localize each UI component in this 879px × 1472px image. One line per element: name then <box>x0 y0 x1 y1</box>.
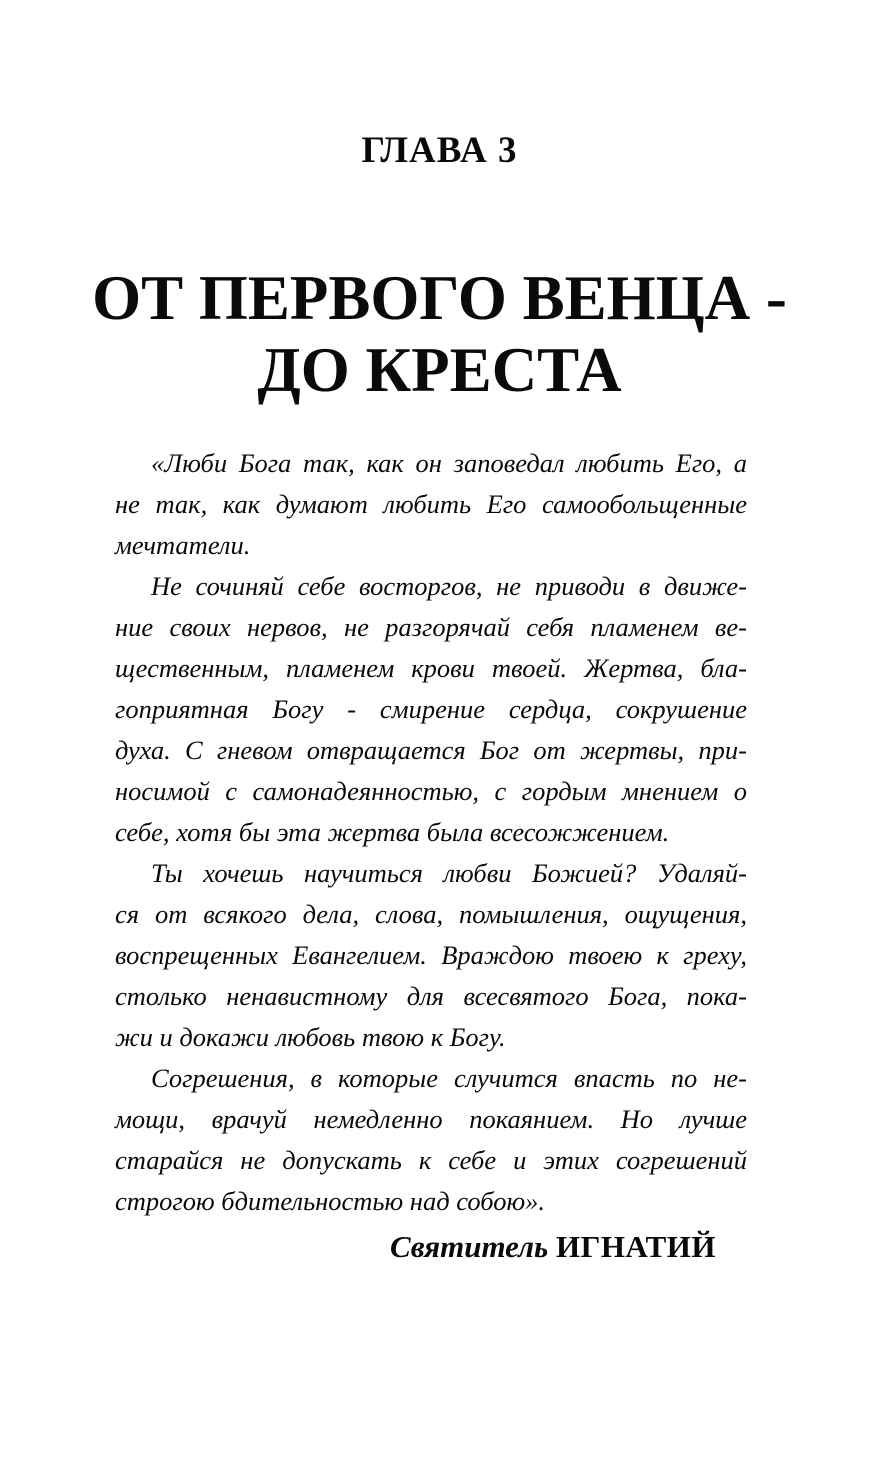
chapter-title <box>0 262 879 406</box>
quote-line: столько ненавистному для всесвятого Бога, пока- <box>115 981 747 1011</box>
quote-line: духа. С гневом отвращается Бог от жертвы, при- <box>115 735 747 765</box>
chapter-title-line-2: ДО КРЕСТА <box>257 335 622 405</box>
quote-line: ся от всякого дела, слова, помышления, ощущения, <box>115 899 747 929</box>
quote-line: Не сочиняй себе восторгов, не приводи в движе- <box>151 571 747 601</box>
attribution-title: Святитель <box>390 1229 549 1264</box>
quote-line: воспрещенных Евангелием. Враждою твоею к греху, <box>115 940 747 970</box>
quote-line: жи и докажи любовь твою к Богу. <box>115 1022 506 1052</box>
quote-line: строгою бдительностью над собою». <box>115 1186 546 1216</box>
quote-line: не так, как думают любить Его самообольщенные <box>115 489 747 519</box>
quote-line: ние своих нервов, не разгорячай себя пламенем ве- <box>115 612 747 642</box>
quote-line: Согрешения, в которые случится впасть по не- <box>151 1063 747 1093</box>
quote-line: носимой с самонадеянностью, с гордым мнением о <box>115 776 747 806</box>
quote-paragraph-1 <box>115 443 747 566</box>
quote-line: щественным, пламенем крови твоей. Жертва, бла- <box>115 653 747 683</box>
quote-line: гоприятная Богу - смирение сердца, сокрушение <box>115 694 747 724</box>
attribution-name: ИГНАТИЙ <box>555 1229 716 1264</box>
quote-line: «Люби Бога так, как он заповедал любить Его, а <box>151 448 747 478</box>
chapter-title-line-1: ОТ ПЕРВОГО ВЕНЦА - <box>92 263 787 333</box>
quote-line: себе, хотя бы эта жертва была всесожжением. <box>115 817 670 847</box>
quote-paragraph-2 <box>115 566 747 853</box>
quote-line: старайся не допускать к себе и этих согрешений <box>115 1145 747 1175</box>
quote-attribution <box>390 1226 716 1268</box>
epigraph-quote <box>115 443 747 1222</box>
quote-line: Ты хочешь научиться любви Божией? Удаляй- <box>151 858 747 888</box>
quote-paragraph-4 <box>115 1058 747 1222</box>
quote-line: мощи, врачуй немедленно покаянием. Но лучше <box>115 1104 747 1134</box>
chapter-heading: ГЛАВА 3 <box>361 130 518 171</box>
quote-paragraph-3 <box>115 853 747 1058</box>
quote-line: мечтатели. <box>115 530 251 560</box>
